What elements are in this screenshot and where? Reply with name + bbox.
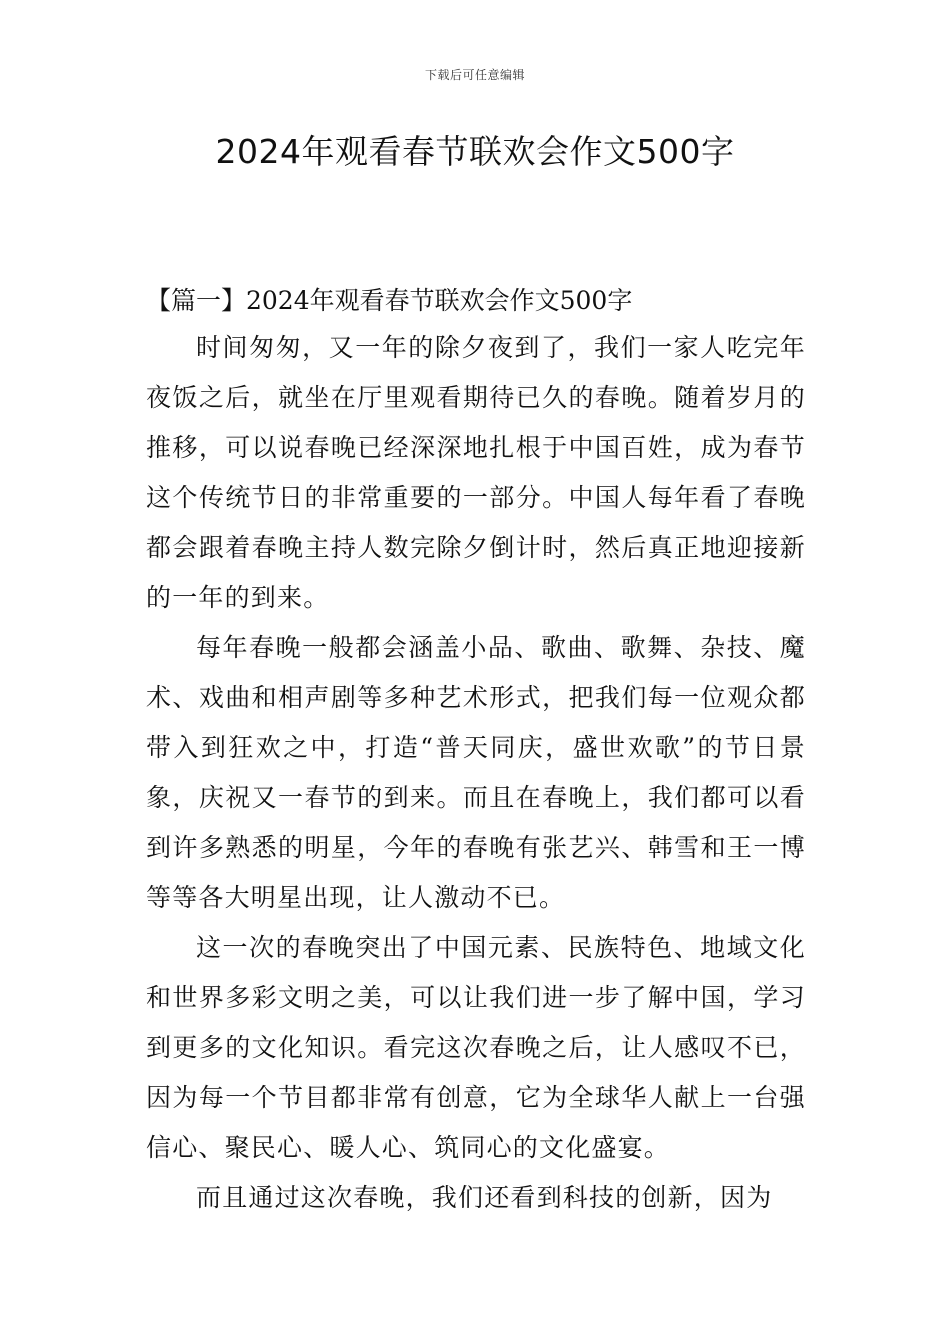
paragraph-3: 这一次的春晚突出了中国元素、民族特色、地域文化和世界多彩文明之美，可以让我们进一步了解中国，学习到更多的文化知识。看完这次春晚之后，让人感叹不已，因为每一个节目都非常有创意，它为全球华人献上一台强信心、聚民心、暖人心、筑同心的文化盛宴。 [146, 933, 806, 1162]
header-note: 下载后可任意编辑 [424, 68, 525, 82]
paragraph-1: 时间匆匆，又一年的除夕夜到了，我们一家人吃完年夜饭之后，就坐在厅里观看期待已久的春晚。随着岁月的推移，可以说春晚已经深深地扎根于中国百姓，成为春节这个传统节日的非常重要的一部分。中国人每年看了春晚都会跟着春晚主持人数完除夕倒计时，然后真正地迎接新的一年的到来。 [146, 333, 806, 612]
paragraph-2: 每年春晚一般都会涵盖小品、歌曲、歌舞、杂技、魔术、戏曲和相声剧等多种艺术形式，把我们每一位观众都带入到狂欢之中，打造“普天同庆，盛世欢歌”的节日景象，庆祝又一春节的到来。而且在春晚上，我们都可以看到许多熟悉的明星，今年的春晚有张艺兴、韩雪和王一博等等各大明星出现，让人激动不已。 [146, 633, 806, 912]
section-heading: 【篇一】2024年观看春节联欢会作文500字 [146, 286, 633, 315]
document-body [146, 278, 806, 1223]
document-title: 2024年观看春节联欢会作文500字 [215, 132, 735, 171]
paragraph-4: 而且通过这次春晚，我们还看到科技的创新，因为 [196, 1183, 773, 1212]
